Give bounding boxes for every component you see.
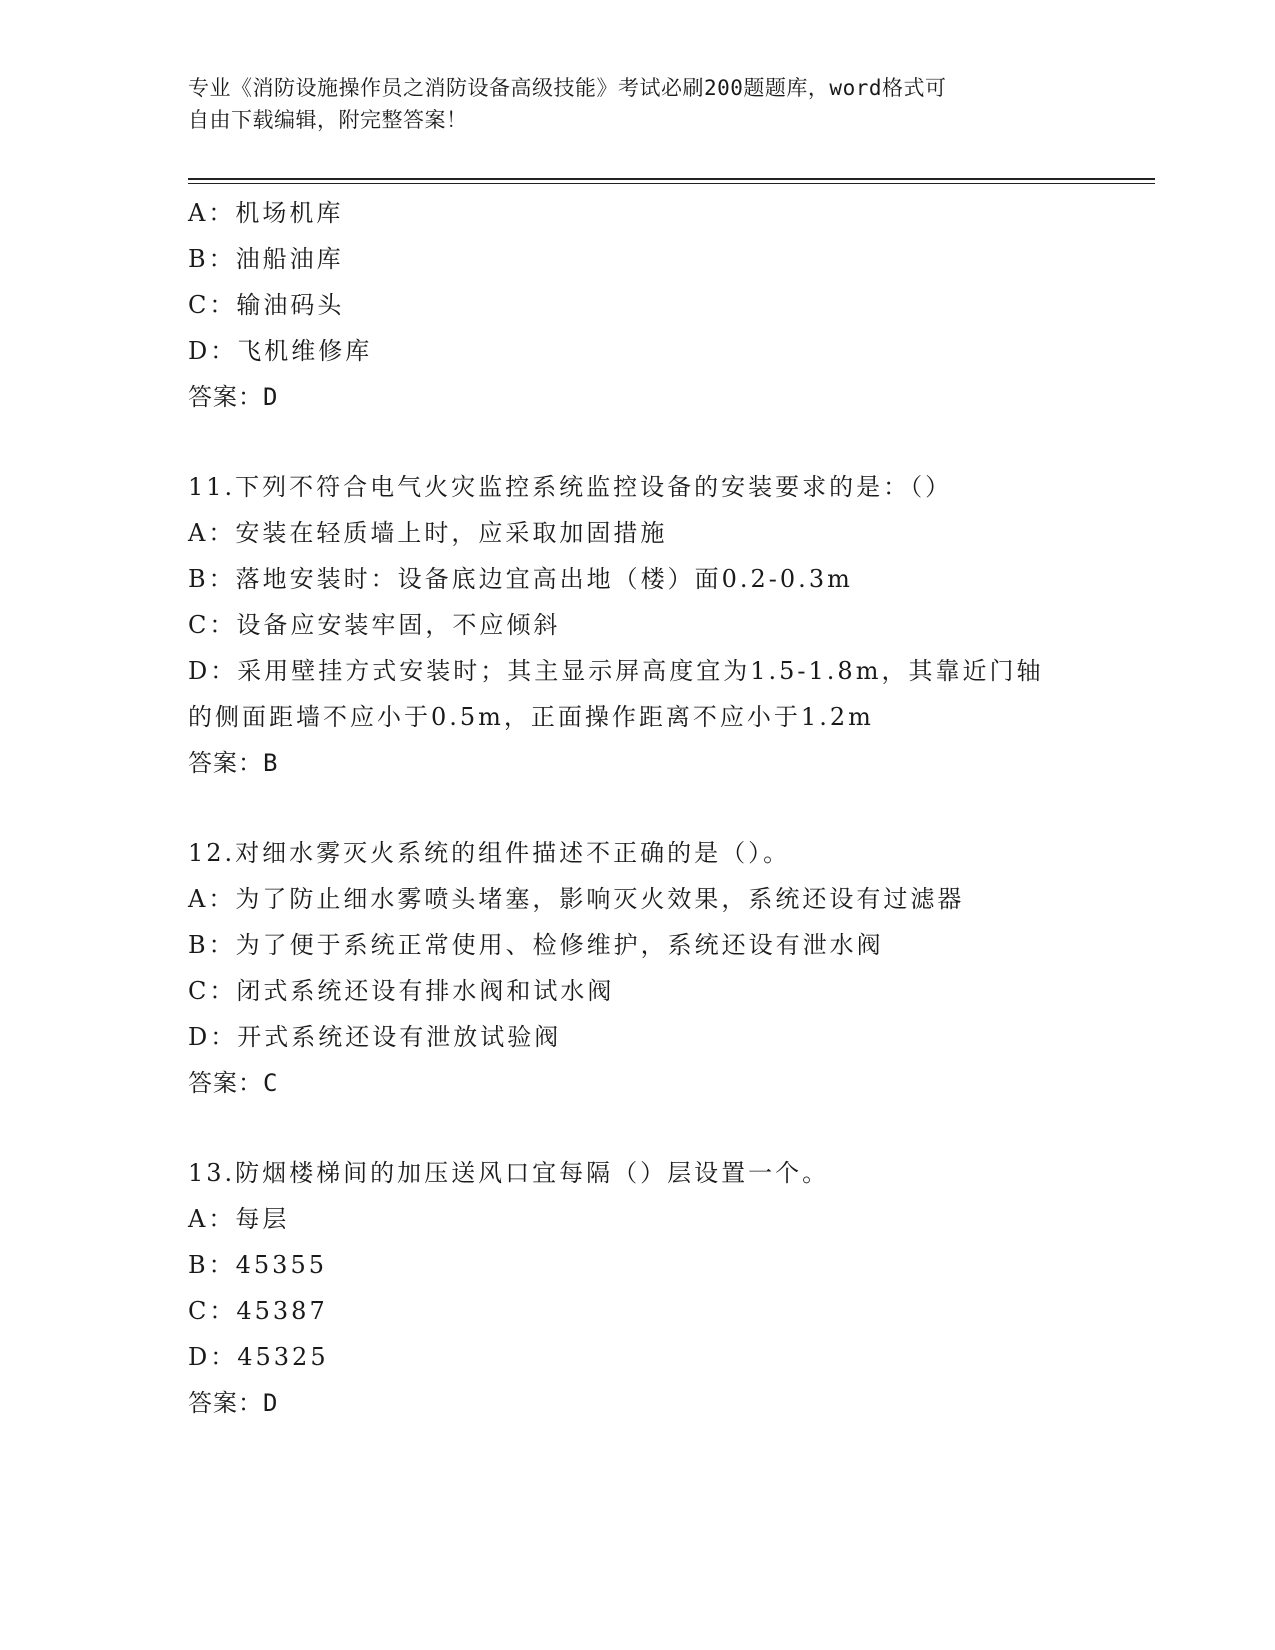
option-d: D：45325 [188,1343,329,1371]
answer: 答案：C [188,1069,279,1097]
option-b: B：落地安装时：设备底边宜高出地（楼）面0.2-0.3m [188,565,853,593]
option-c: C：输油码头 [188,291,345,319]
option-d: D：开式系统还设有泄放试验阀 [188,1023,562,1051]
answer: 答案：D [188,383,279,411]
option-a: A：安装在轻质墙上时，应采取加固措施 [188,519,668,547]
option-c: C：设备应安装牢固，不应倾斜 [188,611,561,639]
question-stem: 11.下列不符合电气火灾监控系统监控设备的安装要求的是：（） [188,473,953,501]
option-a: A：为了防止细水雾喷头堵塞，影响灭火效果，系统还设有过滤器 [188,885,965,913]
header-line-1: 专业《消防设施操作员之消防设备高级技能》考试必刷200题题库，word格式可 [188,76,947,100]
option-d: D：飞机维修库 [188,337,373,365]
answer: 答案：D [188,1389,279,1417]
header-line-2: 自由下载编辑，附完整答案！ [188,108,468,132]
option-b: B：油船油库 [188,245,344,273]
option-a: A：机场机库 [188,199,344,227]
option-d: D：采用壁挂方式安装时；其主显示屏高度宜为1.5-1.8m，其靠近门轴 [188,657,1044,685]
question-11 [188,464,1148,786]
question-stem: 12.对细水雾灭火系统的组件描述不正确的是（）。 [188,839,791,867]
header-divider-thin [188,183,1155,184]
question-prev [188,190,1148,420]
question-13 [188,1150,1148,1426]
question-12 [188,830,1148,1106]
option-b: B：45355 [188,1251,327,1279]
option-a: A：每层 [188,1205,290,1233]
question-list [188,190,1148,1426]
document-header [188,72,1088,136]
header-divider-thick [188,178,1155,180]
option-b: B：为了便于系统正常使用、检修维护，系统还设有泄水阀 [188,931,884,959]
option-c: C：45387 [188,1297,328,1325]
option-d-continued: 的侧面距墙不应小于0.5m，正面操作距离不应小于1.2m [188,703,874,731]
answer: 答案：B [188,749,279,777]
question-stem: 13.防烟楼梯间的加压送风口宜每隔（）层设置一个。 [188,1159,830,1187]
option-c: C：闭式系统还设有排水阀和试水阀 [188,977,615,1005]
